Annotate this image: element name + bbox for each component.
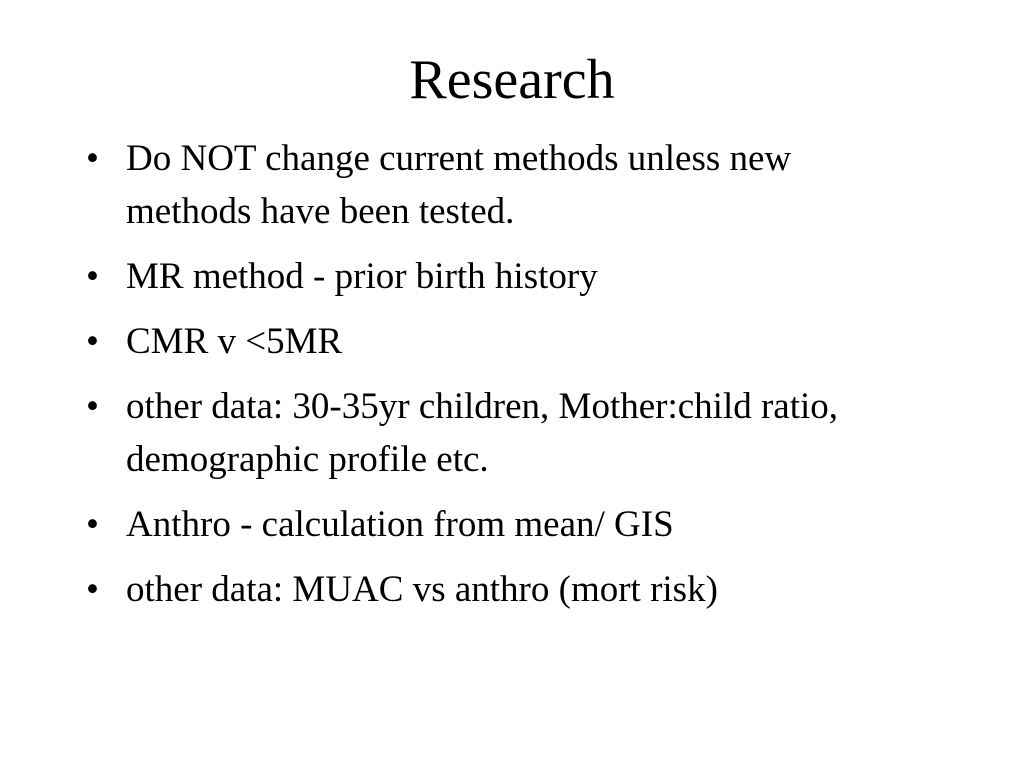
bullet-item — [86, 380, 916, 486]
bullet-item — [86, 132, 916, 238]
slide-title: Research — [409, 49, 615, 111]
bullet-text: MR method - prior birth history — [126, 256, 598, 297]
bullet-text: Do NOT change current methods unless new methods have been tested. — [126, 138, 792, 232]
bullet-text: other data: 30-35yr children, Mother:child ratio, demographic profile etc. — [126, 386, 839, 480]
bullet-icon: • — [86, 504, 99, 545]
bullet-text: other data: MUAC vs anthro (mort risk) — [126, 569, 718, 610]
bullet-item — [86, 315, 916, 368]
bullet-item — [86, 250, 916, 303]
bullet-icon: • — [86, 386, 99, 427]
bullet-icon: • — [86, 321, 99, 362]
bullet-icon: • — [86, 138, 99, 179]
bullet-icon: • — [86, 256, 99, 297]
bullet-text: Anthro - calculation from mean/ GIS — [126, 504, 674, 545]
bullet-text: CMR v <5MR — [126, 321, 343, 362]
bullet-item — [86, 498, 916, 551]
bullet-item — [86, 563, 916, 616]
bullet-list — [86, 132, 916, 628]
bullet-icon: • — [86, 569, 99, 610]
